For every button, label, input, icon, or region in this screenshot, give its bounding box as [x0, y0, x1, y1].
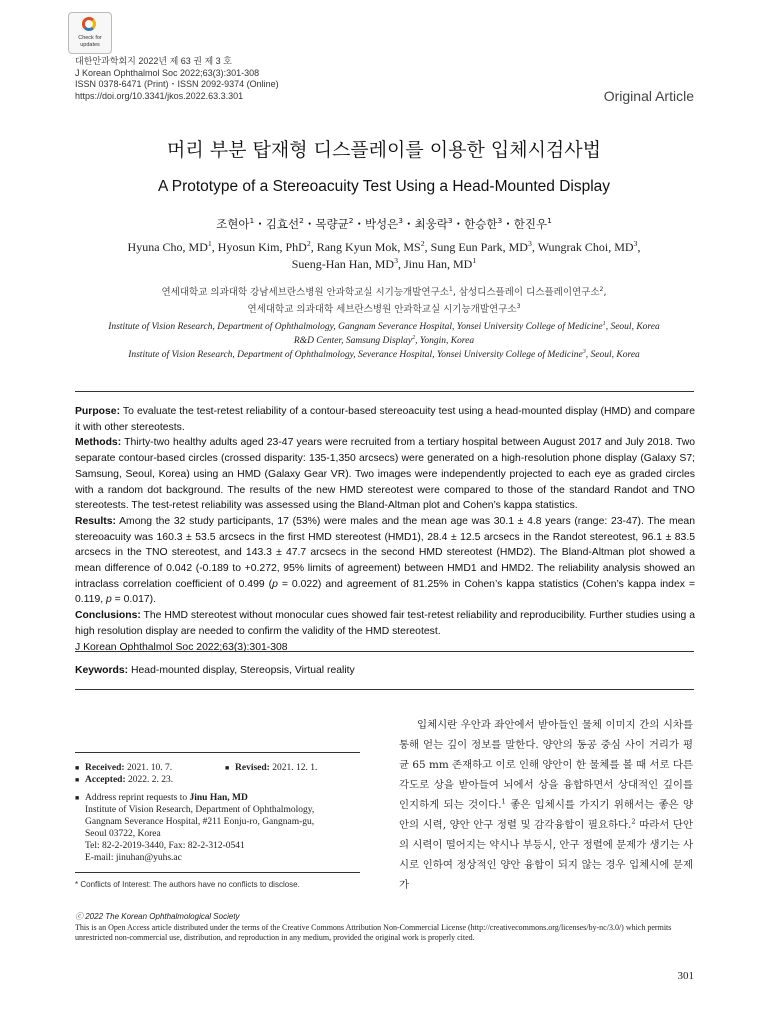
left-column-rule [75, 752, 360, 753]
dates-row-1: ■ Received: 2021. 10. 7. ■ Revised: 2021. 12. 1. [75, 762, 360, 774]
journal-meta [75, 56, 279, 102]
license-footer [75, 912, 695, 944]
article-type: Original Article [603, 88, 694, 104]
page-number: 301 [677, 970, 694, 982]
badge-line2: updates [80, 42, 100, 48]
abstract-purpose: Purpose: To evaluate the test-retest reliability of a contour-based stereoacuity test using a head-mounted display (HMD) and compare it with other stereotests. [75, 406, 695, 433]
authors-korean: 조현아$^1$・김효선$^2$・목량균$^2$・박성은$^3$・최웅락$^3$・한승한$^3$・한진우$^1$ [216, 216, 552, 231]
abstract-methods: Methods: Thirty-two healthy adults aged 23-47 years were recruited from a tertiary hospital between August 2017 and July 2018. Two separate contour-based circles (crossed disparity: 135-1,350 arcsecs) were generated on a high-resolution phone display (Galaxy S7; Samsung, Seoul, Korea) using an HMD (Galaxy Gear VR). Two images were independently projected to each eye as graded circles with a random dot background. The results of the new HMD stereotest were compared to those of the standard Randot and TNO stereotests. The test-retest reliability was assessed using the Bland-Altman plot and Cohen’s kappa statistics. [75, 437, 695, 512]
abstract-conclusions: Conclusions: The HMD stereotest without monocular cues showed fair test-retest reliability and reproducibility. Further studies using a high resolution display are needed to confirm the validity of the HMD stereotest. [75, 610, 695, 637]
abstract [75, 404, 695, 655]
email-link[interactable]: E-mail: jinuhan@yuhs.ac [85, 853, 182, 863]
article-info [75, 762, 360, 864]
license-text: This is an Open Access article distributed under the terms of the Creative Commons Attribution Non-Commercial License (http://creativecommons.org/licenses/by-nc/3.0/) which permits unrestricted non-commercial use, distribution, and reproduction in any medium, provided the original work is properly cited. [75, 922, 672, 942]
title-korean: 머리 부분 탑재형 디스플레이를 이용한 입체시검사법 [167, 139, 601, 161]
copyright: ⓒ 2022 The Korean Ophthalmological Society [75, 912, 240, 921]
doi-link[interactable]: https://doi.org/10.3341/jkos.2022.63.3.301 [75, 90, 244, 101]
keywords-top-rule [75, 651, 694, 652]
update-icon [82, 17, 96, 31]
check-for-updates-badge[interactable] [68, 12, 112, 54]
journal-citation: J Korean Ophthalmol Soc 2022;63(3):301-308 [75, 67, 260, 78]
badge-line1: Check for [78, 35, 102, 41]
abstract-citation: J Korean Ophthalmol Soc 2022;63(3):301-308 [75, 641, 288, 653]
affiliations-english: Institute of Vision Research, Department of Ophthalmology, Gangnam Severance Hospital, Yonsei University College of Medicine$^1$, Seoul, Korea R&D Center, Samsung Display$^2$, Yongin, Korea Institute of Vision Research, Department of Ophthalmology, Severance Hospital, Yonsei University College of Medicine$^3$, Seoul, Korea [108, 320, 660, 360]
keywords-bottom-rule [75, 689, 694, 690]
conflicts-of-interest: * Conflicts of Interest: The authors have no conflicts to disclose. [75, 880, 300, 889]
coi-rule [75, 872, 360, 873]
authors-english: Hyuna Cho, $MD^1$, Hyosun Kim, PhD$^2$, Rang Kyun Mok, $MS^2$, Sung Eun Park, $MD^3$, Wungrak Choi, $MD^3$, Sueng-Han Han, $MD^3$, Jinu Han, $MD^1$ [127, 239, 641, 271]
accepted-date: ■ Accepted: 2022. 2. 23. [75, 774, 360, 786]
title-english: A Prototype of a Stereoacuity Test Using a Head-Mounted Display [157, 178, 611, 195]
abstract-results: Results: Among the 32 study participants, 17 (53%) were males and the mean age was 30.1 ± 4.8 years (range: 23-47). The mean stereoacuity was 160.3 ± 53.5 arcsecs in the first HMD stereotest (HMD1), 28.4 ± 12.5 arcsecs in the Randot stereotest, 96.1 ± 83.5 arcsecs in the TNO stereotest, and 143.3 ± 47.7 arcsecs in the second HMD stereotest (HMD2). The Bland-Altman plot showed a mean difference of 0.042 (-0.189 to +0.272, 95% limits of agreement) between HMD1 and HMD2. The reliability analysis showed an intraclass correlation coefficient of 0.499 (p = 0.022) and agreement of 81.25% in Cohen’s kappa statistics (Cohen’s kappa index = 0.119, p = 0.017). [75, 515, 695, 606]
correspondence: ■ Address reprint requests to Jinu Han, MD Institute of Vision Research, Department of Ophthalmology, Gangnam Severance Hospital, #211 Eonju-ro, Gangnam-gu, Seoul 03722, Korea Tel: 82-2-2019-3440, Fax: 82-2-312-0541 E-mail: jinuhan@yuhs.ac [75, 792, 360, 864]
issn: ISSN 0378-6471 (Print)・ISSN 2092-9374 (Online) [75, 79, 279, 89]
affiliations-korean: 연세대학교 의과대학 강남세브란스병원 안과학교실 시기능개발연구소$^1$, 삼성디스플레이 디스플레이연구소$^2$, 연세대학교 의과대학 세브란스병원 안과학교실 시기능개발연구소$^3$ [161, 285, 607, 315]
body-text-korean: 입체시란 우안과 좌안에서 받아들인 물체 이미지 간의 시차를 통해 얻는 깊이 정보를 말한다. 양안의 동공 중심 사이 거리가 평균 65 mm 존재하고 이로 인해 양안이 한 물체를 볼 때 서로 다른 각도로 상을 받아들여 뇌에서 상을 융합하면서 상대적인 깊이를 인지하게 되는 것이다.$^1$ 좋은 입체시를 가지기 위해서는 좋은 양안의 시력, 양안 안구 정렬 및 감각융합이 필요하다.$^2$ 따라서 단안의 시력이 떨어지는 약시나 부등시, 안구 정렬에 문제가 생기는 사시로 인하여 정상적인 양안 융합이 되지 않는 경우 입체시에 문제가 [399, 719, 693, 891]
abstract-top-rule [75, 391, 694, 392]
keywords: Keywords: Head-mounted display, Stereopsis, Virtual reality [75, 665, 355, 676]
journal-issue-ko: 대한안과학회지 2022년 제 63 권 제 3 호 [75, 56, 232, 66]
